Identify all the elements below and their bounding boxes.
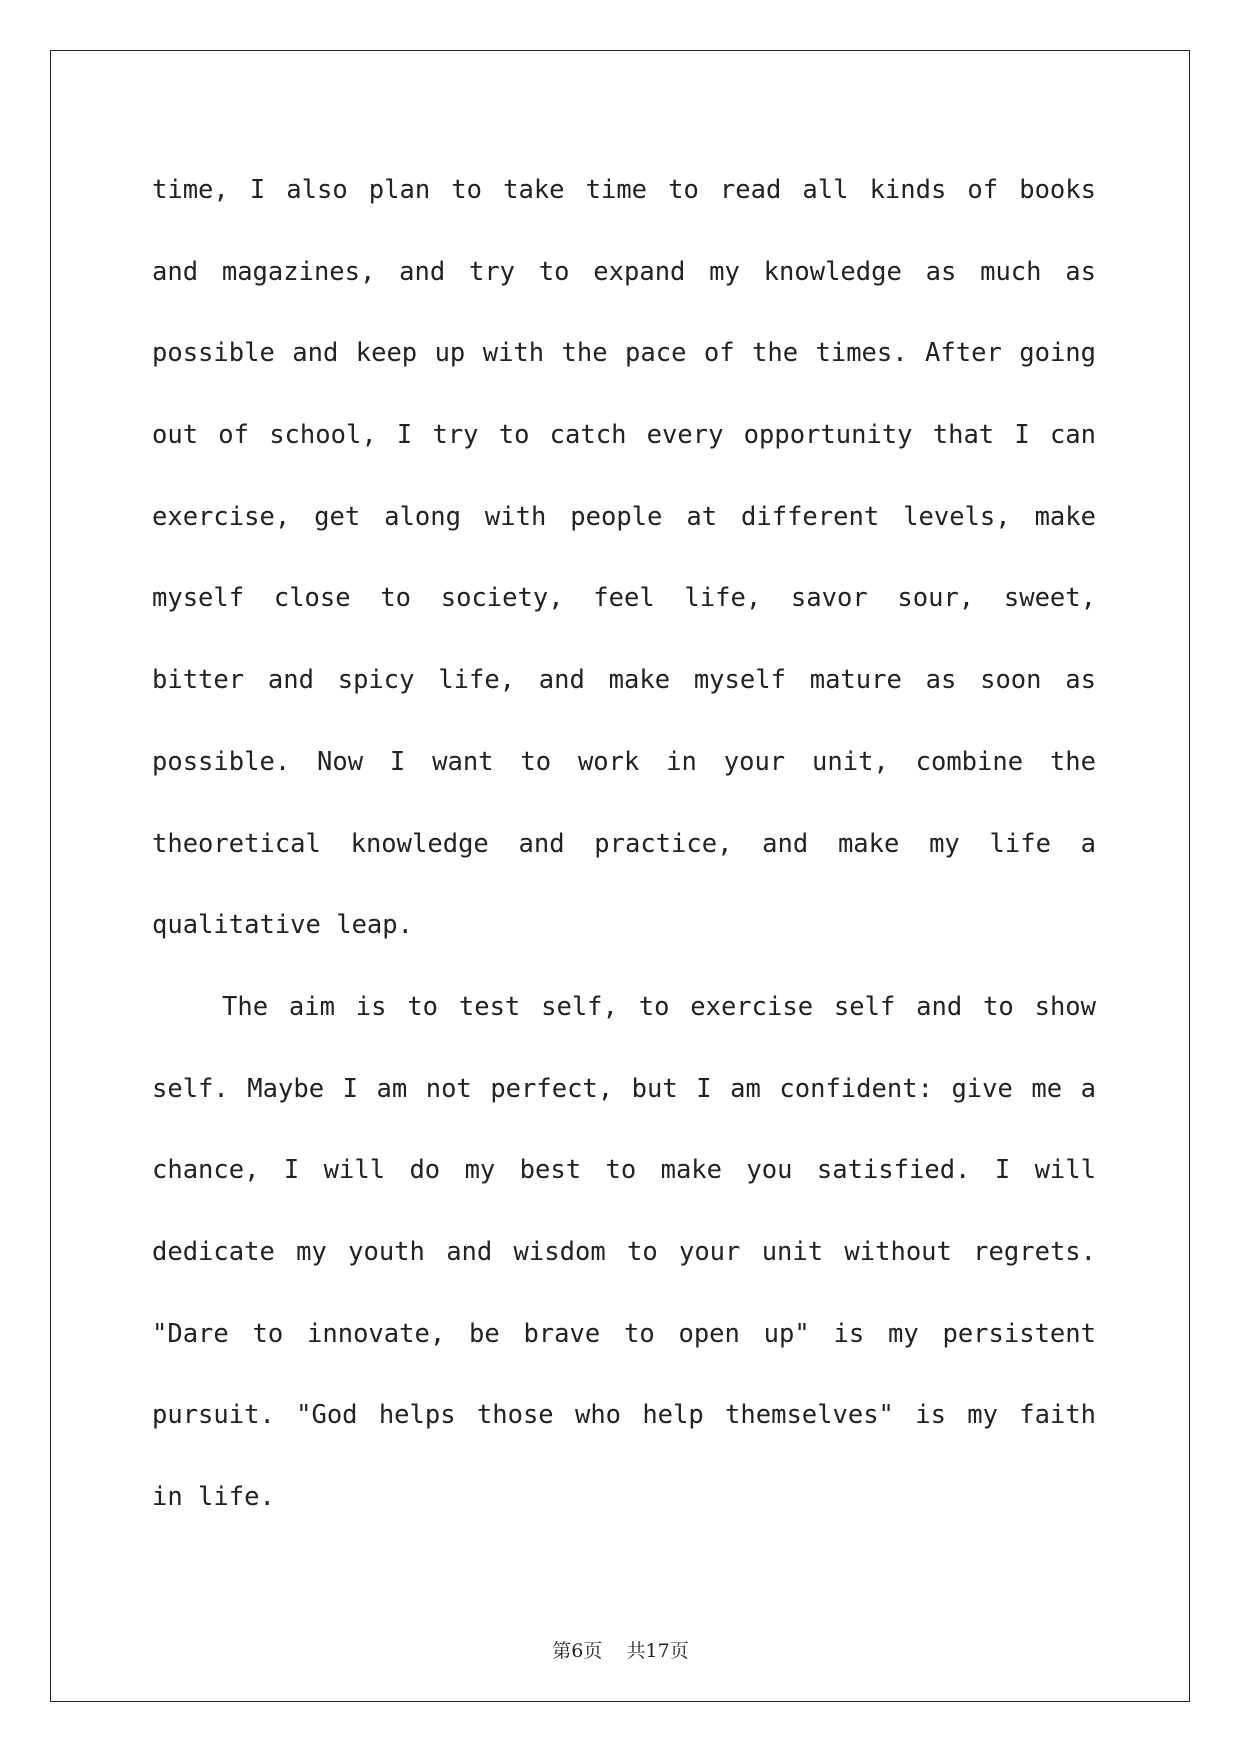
text-line: "Dare to innovate, be brave to open up" is my persistent bbox=[152, 1318, 1096, 1349]
text-line: theoretical knowledge and practice, and make my life a bbox=[152, 828, 1096, 859]
text-line: exercise, get along with people at different levels, make bbox=[152, 501, 1096, 532]
text-line: in life. bbox=[152, 1482, 275, 1512]
text-line: bitter and spicy life, and make myself mature as soon as bbox=[152, 665, 1096, 696]
text-line: myself close to society, feel life, savor sour, sweet, bbox=[152, 583, 1096, 614]
text-line: out of school, I try to catch every opportunity that I can bbox=[152, 420, 1096, 451]
text-line: pursuit. "God helps those who help themselves" is my faith bbox=[152, 1400, 1096, 1431]
page-number-footer: 第6页 共17页 bbox=[552, 1640, 689, 1662]
text-line: chance, I will do my best to make you satisfied. I will bbox=[152, 1155, 1096, 1186]
text-line: self. Maybe I am not perfect, but I am confident: give me a bbox=[152, 1073, 1096, 1104]
text-line: time, I also plan to take time to read all kinds of books bbox=[152, 175, 1096, 205]
text-line: and magazines, and try to expand my knowledge as much as bbox=[152, 256, 1096, 287]
text-line: The aim is to test self, to exercise self and to show bbox=[222, 991, 1096, 1022]
text-line: possible. Now I want to work in your unit, combine the bbox=[152, 746, 1096, 777]
document-body bbox=[152, 150, 1096, 1539]
text-line: qualitative leap. bbox=[152, 910, 413, 941]
text-line: dedicate my youth and wisdom to your unit without regrets. bbox=[152, 1236, 1096, 1267]
text-line: possible and keep up with the pace of the times. After going bbox=[152, 338, 1096, 369]
